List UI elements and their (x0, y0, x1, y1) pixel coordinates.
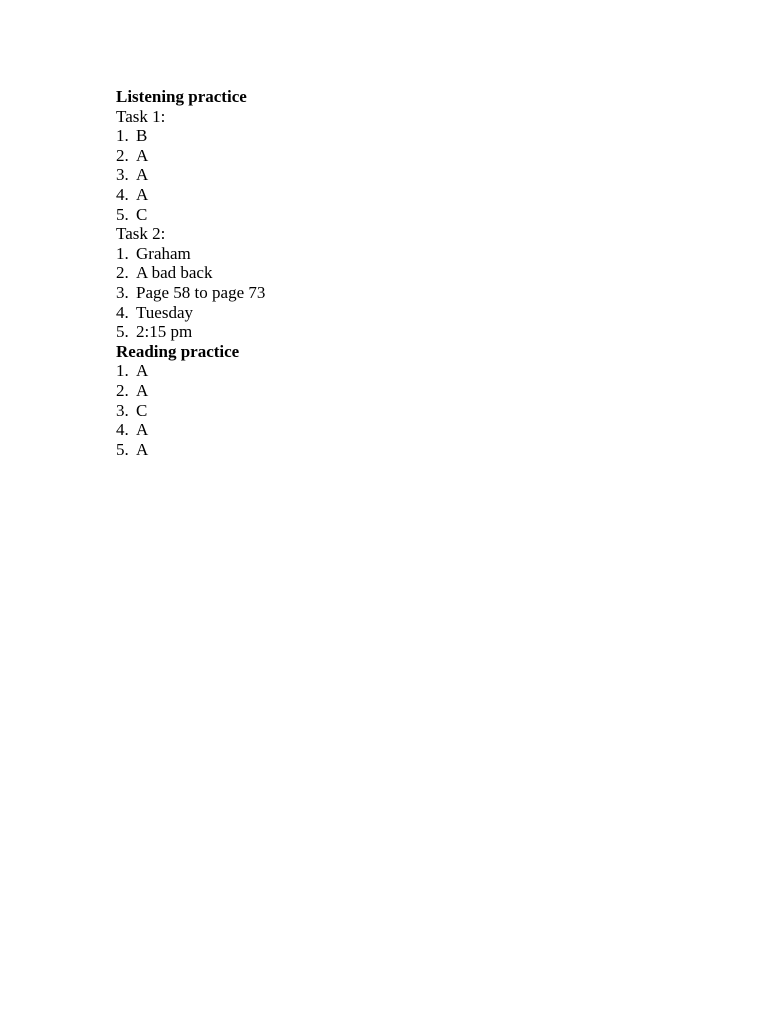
item-number: 3. (116, 400, 129, 420)
item-answer: Page 58 to page 73 (136, 282, 266, 302)
item-number: 5. (116, 204, 129, 224)
item-number: 4. (116, 184, 129, 204)
item-answer: C (136, 204, 148, 224)
reading-heading: Reading practice (116, 341, 240, 361)
list-item (116, 401, 265, 421)
list-item (116, 381, 265, 401)
list-item (116, 303, 265, 323)
item-number: 1. (116, 361, 129, 381)
answer-key (116, 87, 265, 459)
task1-label: Task 1: (116, 106, 166, 126)
item-answer: 2:15 pm (136, 322, 193, 342)
reading-answer-list (116, 361, 265, 459)
list-item (116, 146, 265, 166)
list-item (116, 283, 265, 303)
listening-heading: Listening practice (116, 87, 247, 106)
item-answer: A bad back (136, 263, 213, 283)
task2-answer-list (116, 244, 265, 342)
item-number: 1. (116, 243, 129, 263)
list-item (116, 244, 265, 264)
task2-label: Task 2: (116, 224, 166, 244)
item-number: 1. (116, 126, 129, 146)
item-answer: Tuesday (136, 302, 193, 322)
item-number: 5. (116, 322, 129, 342)
item-answer: A (136, 184, 149, 204)
list-item (116, 205, 265, 225)
item-answer: A (136, 439, 149, 459)
item-number: 2. (116, 145, 129, 165)
list-item (116, 185, 265, 205)
item-number: 3. (116, 282, 129, 302)
item-answer: A (136, 380, 149, 400)
task1-answer-list (116, 126, 265, 224)
item-answer: C (136, 400, 148, 420)
list-item (116, 420, 265, 440)
item-answer: A (136, 165, 149, 185)
list-item (116, 165, 265, 185)
item-number: 5. (116, 439, 129, 459)
item-number: 4. (116, 302, 129, 322)
list-item (116, 440, 265, 460)
item-answer: A (136, 420, 149, 440)
item-number: 2. (116, 380, 129, 400)
item-answer: Graham (136, 243, 191, 263)
item-answer: B (136, 126, 148, 146)
item-number: 4. (116, 420, 129, 440)
list-item (116, 263, 265, 283)
list-item (116, 126, 265, 146)
list-item (116, 322, 265, 342)
list-item (116, 361, 265, 381)
item-number: 2. (116, 263, 129, 283)
item-number: 3. (116, 165, 129, 185)
item-answer: A (136, 145, 149, 165)
item-answer: A (136, 361, 149, 381)
